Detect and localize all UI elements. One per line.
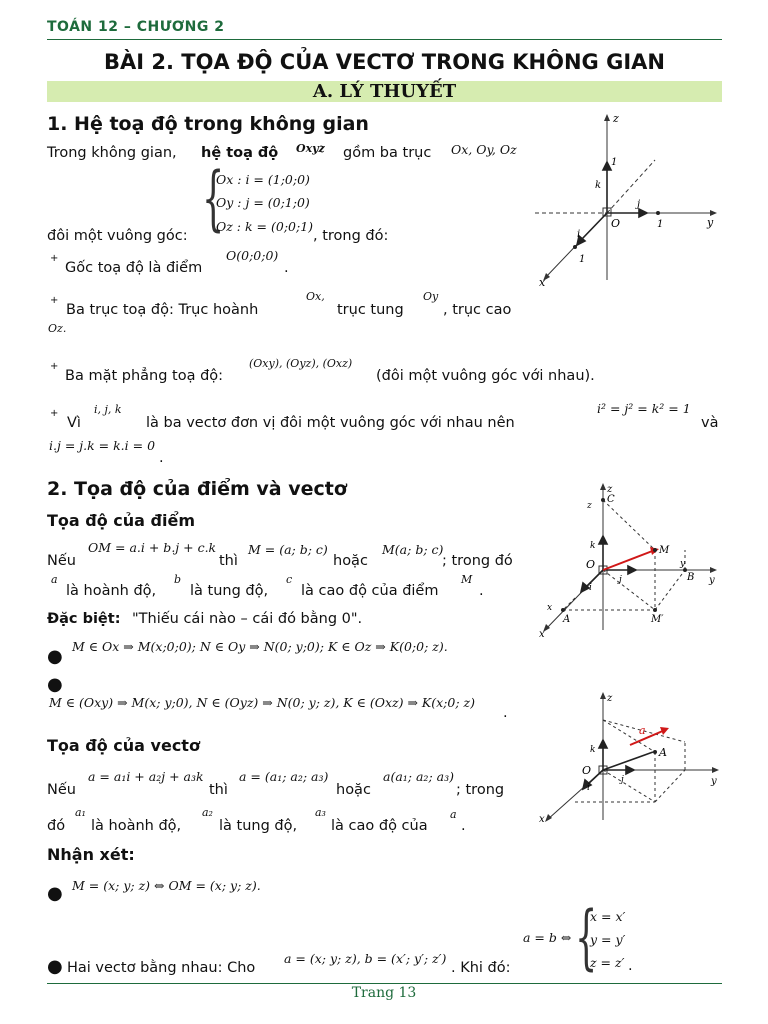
special-label: Đặc biệt: bbox=[47, 611, 121, 627]
fig1-z-label: z bbox=[613, 112, 619, 125]
bullet-sp2: ● bbox=[47, 674, 63, 695]
figure-vector-coordinates bbox=[535, 690, 725, 830]
figure-label-fig3-y: y bbox=[711, 776, 717, 787]
bullet-sp1: ● bbox=[47, 646, 63, 667]
figure-label-fig3-i: i bbox=[587, 783, 590, 793]
b4-dots: i.j = j.k = k.i = 0 bbox=[49, 438, 156, 453]
fig2-c-to-m bbox=[603, 500, 655, 550]
eq-line-1: x = x′ bbox=[590, 909, 626, 924]
v1-a-eq: a = (a₁; a₂; a₃) bbox=[239, 769, 329, 784]
l1-m-eq: M = (a; b; c) bbox=[248, 542, 328, 557]
v1-a-par: a(a₁; a₂; a₃) bbox=[383, 769, 454, 784]
v1-text-c: hoặc bbox=[336, 782, 371, 798]
b1-math: O(0;0;0) bbox=[226, 248, 279, 263]
v2-text-c: là tung độ, bbox=[219, 818, 298, 834]
bullet-plus-4: + bbox=[50, 408, 59, 419]
b4-text-c: và bbox=[701, 415, 719, 431]
l2-text-a: là hoành độ, bbox=[66, 583, 157, 599]
p1-oxyz: Oxyz bbox=[296, 142, 325, 155]
v2-text-b: là hoành độ, bbox=[91, 818, 182, 834]
b1-end: . bbox=[284, 260, 289, 276]
system-line-2: Oy : j = (0;1;0) bbox=[216, 195, 310, 210]
figure-label-fig2-O: O bbox=[586, 558, 596, 571]
l2-c: c bbox=[286, 573, 293, 586]
figure-label-fig2-z: z bbox=[607, 484, 613, 495]
b3-text-b: (đôi một vuông góc với nhau). bbox=[376, 368, 595, 384]
fig1-k-label: k bbox=[595, 180, 602, 191]
r1-math: M = (x; y; z) ⇔ OM = (x; y; z). bbox=[72, 878, 261, 893]
figure-point-coordinates bbox=[535, 480, 725, 640]
v1-text-d: ; trong bbox=[456, 782, 505, 798]
b4-end: . bbox=[159, 450, 164, 466]
figure-label-fig2-x: x bbox=[539, 629, 545, 640]
figure-label-fig2-C: C bbox=[607, 494, 615, 505]
subheading-point: Tọa độ của điểm bbox=[47, 511, 195, 530]
v2-text-a: đó bbox=[47, 818, 66, 834]
figure-label-fig2-k: k bbox=[590, 541, 596, 551]
eq-end: . bbox=[628, 958, 633, 974]
system-line-1: Ox : i = (1;0;0) bbox=[216, 172, 310, 187]
header-rule bbox=[47, 39, 722, 40]
fig1-y-label: y bbox=[707, 216, 714, 229]
sp1-math: M ∈ Ox ⇒ M(x;0;0); N ∈ Oy ⇒ N(0; y;0); K ∈ Oz ⇒ K(0;0; z). bbox=[72, 639, 448, 654]
v1-text-a: Nếu bbox=[47, 782, 76, 798]
v1-text-b: thì bbox=[209, 782, 228, 798]
heading-1: 1. Hệ toạ độ trong không gian bbox=[47, 113, 369, 135]
v2-a2: a₂ bbox=[202, 806, 213, 819]
l2-a: a bbox=[51, 573, 58, 586]
fig1-origin-label: O bbox=[611, 217, 621, 230]
figure-label-fig2-M: M bbox=[659, 545, 670, 556]
sp2-math: M ∈ (Oxy) ⇒ M(x; y;0), N ∈ (Oyz) ⇒ N(0; y; z), K ∈ (Oxz) ⇒ K(x;0; z) bbox=[49, 695, 475, 710]
figure-label-fig3-O: O bbox=[582, 764, 592, 777]
bullet-r1: ● bbox=[47, 883, 63, 904]
l1-m-par: M(a; b; c) bbox=[382, 542, 444, 557]
bullet-plus-1: + bbox=[50, 253, 59, 264]
fig3-free-vector bbox=[630, 730, 665, 745]
p1-text-c: gồm ba trục bbox=[343, 145, 432, 161]
figure-label-fig2-Mp: M′ bbox=[651, 614, 664, 625]
figure-label-fig3-j: j bbox=[621, 775, 624, 785]
figure-label-fig2-yM: y bbox=[680, 559, 686, 569]
b2-text-a: Ba trục toạ độ: Trục hoành bbox=[66, 302, 259, 318]
eq-lhs: a = b ⇔ bbox=[523, 930, 572, 945]
fig1-i-label: i bbox=[577, 229, 581, 240]
z-arrowhead bbox=[604, 114, 610, 121]
r2-text-b: . Khi đó: bbox=[451, 960, 511, 976]
l1-om: OM = a.i + b.j + c.k bbox=[88, 540, 217, 555]
subheading-vector: Tọa độ của vectơ bbox=[47, 736, 200, 755]
p1-text-a: Trong không gian, bbox=[47, 145, 177, 161]
l1-text-c: hoặc bbox=[333, 553, 368, 569]
heading-2: 2. Tọa độ của điểm và vectơ bbox=[47, 478, 347, 500]
b2-oz: Oz. bbox=[48, 322, 67, 335]
figure-label-fig2-B: B bbox=[687, 572, 695, 583]
figure-label-fig3-A: A bbox=[659, 746, 667, 759]
p1-bold: hệ toạ độ bbox=[201, 145, 279, 161]
figure-label-fig3-k: k bbox=[590, 745, 596, 755]
figure-label-fig2-zM: z bbox=[587, 501, 592, 511]
figure-label-fig3-z: z bbox=[607, 693, 613, 704]
l1-text-d: ; trong đó bbox=[442, 553, 513, 569]
figure-label-fig2-xM: x bbox=[547, 603, 553, 613]
system-line-3: Oz : k = (0;0;1) bbox=[216, 219, 314, 234]
b2-oy: Oy bbox=[423, 290, 439, 303]
remark-label: Nhận xét: bbox=[47, 845, 135, 864]
l2-m: M bbox=[461, 573, 473, 586]
v2-text-d: là cao độ của bbox=[331, 818, 428, 834]
figure-label-fig2-A: A bbox=[563, 614, 571, 625]
bullet-r2: ● bbox=[47, 956, 63, 977]
j-arrowhead bbox=[639, 209, 647, 217]
r2-text-a: Hai vectơ bằng nhau: Cho bbox=[67, 960, 256, 976]
b2-text-c: , trục cao bbox=[443, 302, 512, 318]
v1-a-sum: a = a₁i + a₂j + a₃k bbox=[88, 769, 204, 784]
l1-text-b: thì bbox=[219, 553, 238, 569]
b2-text-b: trục tung bbox=[337, 302, 404, 318]
lesson-title: BÀI 2. TỌA ĐỘ CỦA VECTƠ TRONG KHÔNG GIAN bbox=[104, 50, 665, 74]
system-brace: { bbox=[202, 157, 225, 239]
v2-a1: a₁ bbox=[75, 806, 86, 819]
eq-line-3: z = z′ bbox=[590, 955, 625, 970]
bullet-plus-2: + bbox=[50, 295, 59, 306]
l2-b: b bbox=[174, 573, 182, 586]
eq-brace: { bbox=[575, 896, 598, 978]
p2-text-b: , trong đó: bbox=[313, 228, 389, 244]
fig2-o-to-mp bbox=[603, 570, 655, 610]
eq-line-2: y = y′ bbox=[590, 932, 626, 947]
b4-ijk: i, j, k bbox=[94, 403, 122, 416]
p1-axes: Ox, Oy, Oz bbox=[451, 142, 517, 157]
b4-text-a: Vì bbox=[67, 415, 81, 431]
figure-label-fig2-y: y bbox=[709, 575, 715, 586]
figure-label-fig3-x: x bbox=[539, 814, 545, 825]
section-title: A. LÝ THUYẾT bbox=[312, 81, 457, 102]
b3-text-a: Ba mặt phẳng toạ độ: bbox=[65, 368, 224, 384]
b3-planes: (Oxy), (Oyz), (Oxz) bbox=[249, 357, 353, 370]
page-number: Trang 13 bbox=[351, 985, 417, 1001]
fig2-mp-to-b bbox=[655, 570, 685, 610]
figure-label-fig2-j: j bbox=[619, 575, 622, 585]
l1-text-a: Nếu bbox=[47, 553, 76, 569]
b2-ox: Ox, bbox=[306, 290, 325, 303]
p2-text-a: đôi một vuông góc: bbox=[47, 228, 188, 244]
chapter-header: TOÁN 12 – CHƯƠNG 2 bbox=[47, 19, 225, 35]
b4-text-b: là ba vectơ đơn vị đôi một vuông góc với nhau nên bbox=[146, 415, 515, 431]
b1-text: Gốc toạ độ là điểm bbox=[65, 260, 203, 276]
v2-a3: a₃ bbox=[315, 806, 326, 819]
fig1-y-tick: 1 bbox=[657, 219, 664, 230]
b4-squares: i² = j² = k² = 1 bbox=[597, 401, 691, 416]
l2-text-b: là tung độ, bbox=[190, 583, 269, 599]
fig1-z-tick: 1 bbox=[611, 157, 618, 168]
sp2-end: . bbox=[503, 705, 508, 721]
l2-text-c: là cao độ của điểm bbox=[301, 583, 439, 599]
l2-end: . bbox=[479, 583, 484, 599]
r2-math: a = (x; y; z), b = (x′; y′; z′) bbox=[284, 951, 447, 966]
v2-a: a bbox=[450, 808, 457, 821]
fig1-x-label: x bbox=[539, 276, 546, 289]
footer-rule bbox=[47, 983, 722, 984]
fig1-x-tick: 1 bbox=[579, 254, 586, 265]
fig1-j-label: j bbox=[637, 199, 641, 210]
bullet-plus-3: + bbox=[50, 361, 59, 372]
figure-axes-unit-vectors bbox=[535, 110, 725, 290]
special-text: "Thiếu cái nào – cái đó bằng 0". bbox=[132, 611, 363, 627]
v2-end: . bbox=[461, 818, 466, 834]
figure-label-fig2-i: i bbox=[589, 583, 592, 593]
figure-label-fig3-a: a bbox=[639, 724, 646, 737]
